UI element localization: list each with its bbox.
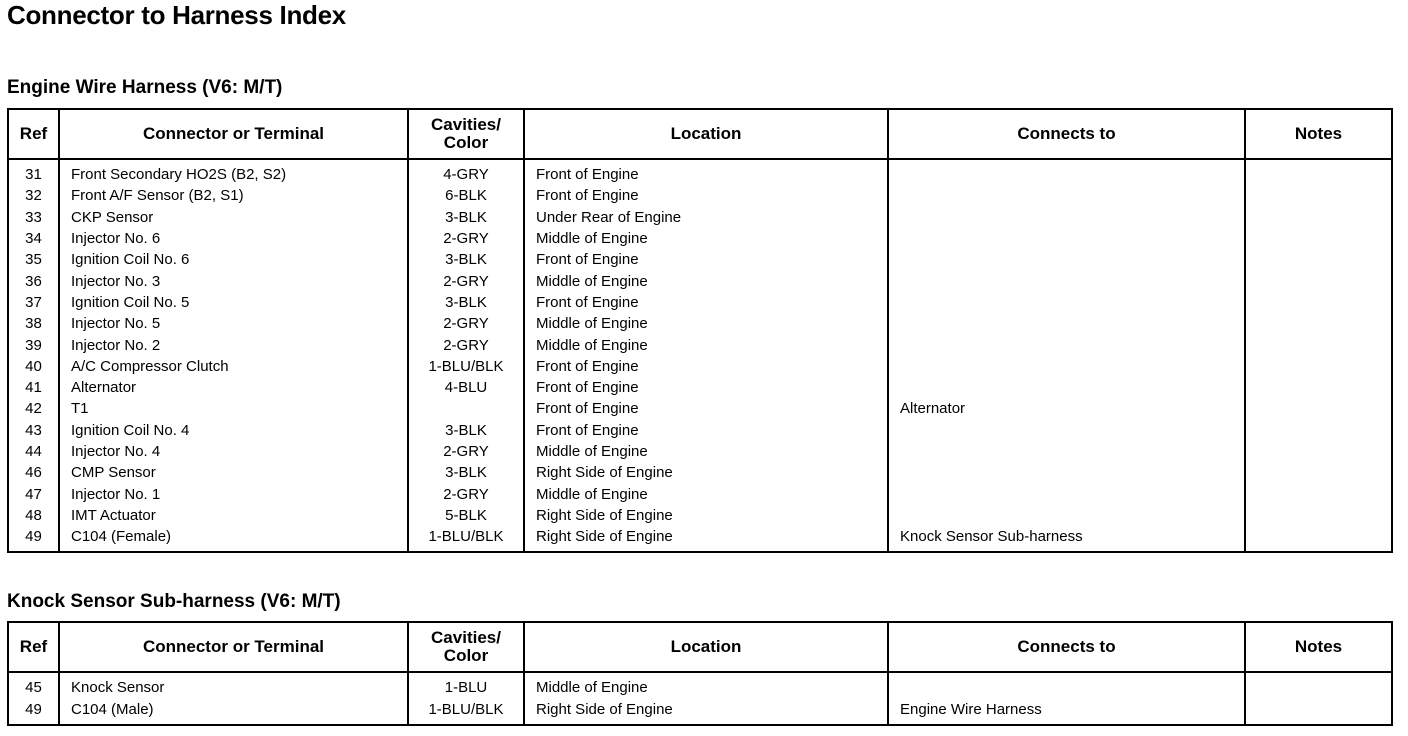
col-header-cavities: Cavities/ Color	[408, 622, 524, 672]
cell-connector: Ignition Coil No. 6	[59, 249, 408, 270]
cell-ref: 34	[8, 228, 59, 249]
cell-location: Middle of Engine	[524, 483, 888, 504]
cell-connector: Injector No. 5	[59, 313, 408, 334]
cell-location: Front of Engine	[524, 377, 888, 398]
cell-cavities-color: 2-GRY	[408, 270, 524, 291]
cell-ref: 46	[8, 462, 59, 483]
cell-connects-to: Engine Wire Harness	[888, 699, 1245, 726]
cell-notes	[1245, 398, 1392, 419]
cell-connects-to: Knock Sensor Sub-harness	[888, 526, 1245, 552]
section-title-engine-wire-harness: Engine Wire Harness (V6: M/T)	[7, 77, 283, 98]
table-row	[8, 377, 1392, 398]
cell-location: Middle of Engine	[524, 672, 888, 699]
cell-notes	[1245, 483, 1392, 504]
cell-notes	[1245, 672, 1392, 699]
cell-notes	[1245, 377, 1392, 398]
cell-connects-to	[888, 292, 1245, 313]
cell-notes	[1245, 185, 1392, 206]
cell-connector: Injector No. 6	[59, 228, 408, 249]
cell-location: Middle of Engine	[524, 441, 888, 462]
col-header-ref: Ref	[8, 109, 59, 159]
cell-location: Front of Engine	[524, 292, 888, 313]
cell-location: Front of Engine	[524, 356, 888, 377]
cell-notes	[1245, 441, 1392, 462]
col-header-connector: Connector or Terminal	[59, 622, 408, 672]
cell-connects-to	[888, 356, 1245, 377]
cell-connector: Injector No. 2	[59, 334, 408, 355]
cell-location: Right Side of Engine	[524, 462, 888, 483]
cell-connects-to	[888, 672, 1245, 699]
cell-connector: Injector No. 3	[59, 270, 408, 291]
table-row	[8, 483, 1392, 504]
cell-location: Front of Engine	[524, 398, 888, 419]
engine-wire-harness-table	[7, 108, 1393, 553]
table-row	[8, 441, 1392, 462]
cell-notes	[1245, 699, 1392, 726]
page-title: Connector to Harness Index	[7, 0, 346, 30]
cell-connects-to	[888, 185, 1245, 206]
cell-ref: 35	[8, 249, 59, 270]
cell-connects-to	[888, 334, 1245, 355]
table-header-row	[8, 109, 1392, 159]
table-row	[8, 699, 1392, 726]
cell-connects-to	[888, 159, 1245, 185]
cell-connector: Ignition Coil No. 5	[59, 292, 408, 313]
cell-connector: Injector No. 1	[59, 483, 408, 504]
cell-connector: Injector No. 4	[59, 441, 408, 462]
table-row	[8, 185, 1392, 206]
cell-connector: Knock Sensor	[59, 672, 408, 699]
cell-ref: 40	[8, 356, 59, 377]
col-header-connects-to: Connects to	[888, 622, 1245, 672]
col-header-notes: Notes	[1245, 622, 1392, 672]
cell-connects-to: Alternator	[888, 398, 1245, 419]
cell-location: Middle of Engine	[524, 270, 888, 291]
cell-connector: C104 (Male)	[59, 699, 408, 726]
knock-sensor-sub-harness-table	[7, 621, 1393, 726]
cell-notes	[1245, 313, 1392, 334]
cell-cavities-color: 2-GRY	[408, 313, 524, 334]
cell-cavities-color: 2-GRY	[408, 441, 524, 462]
cell-connector: CKP Sensor	[59, 207, 408, 228]
cell-cavities-color: 1-BLU/BLK	[408, 526, 524, 552]
cell-connects-to	[888, 207, 1245, 228]
cell-location: Front of Engine	[524, 249, 888, 270]
section-title-knock-sensor-sub-harness: Knock Sensor Sub-harness (V6: M/T)	[7, 591, 341, 612]
table-row	[8, 420, 1392, 441]
cell-location: Right Side of Engine	[524, 505, 888, 526]
cell-cavities-color: 3-BLK	[408, 292, 524, 313]
table-row	[8, 270, 1392, 291]
cell-cavities-color: 3-BLK	[408, 462, 524, 483]
cell-connects-to	[888, 228, 1245, 249]
cell-cavities-color: 2-GRY	[408, 228, 524, 249]
cell-location: Right Side of Engine	[524, 699, 888, 726]
cell-cavities-color: 1-BLU/BLK	[408, 356, 524, 377]
cell-connector: T1	[59, 398, 408, 419]
cell-cavities-color: 2-GRY	[408, 334, 524, 355]
table-row	[8, 159, 1392, 185]
cell-connects-to	[888, 483, 1245, 504]
cell-ref: 38	[8, 313, 59, 334]
cell-connector: Ignition Coil No. 4	[59, 420, 408, 441]
cell-connector: Front A/F Sensor (B2, S1)	[59, 185, 408, 206]
cell-ref: 49	[8, 526, 59, 552]
table-row	[8, 313, 1392, 334]
col-header-connector: Connector or Terminal	[59, 109, 408, 159]
cell-connector: Alternator	[59, 377, 408, 398]
cell-notes	[1245, 159, 1392, 185]
cell-notes	[1245, 334, 1392, 355]
cell-ref: 44	[8, 441, 59, 462]
col-header-location: Location	[524, 109, 888, 159]
cell-ref: 39	[8, 334, 59, 355]
cell-ref: 47	[8, 483, 59, 504]
table-row	[8, 462, 1392, 483]
cell-ref: 49	[8, 699, 59, 726]
cell-notes	[1245, 356, 1392, 377]
cell-connector: Front Secondary HO2S (B2, S2)	[59, 159, 408, 185]
cell-notes	[1245, 270, 1392, 291]
cell-ref: 37	[8, 292, 59, 313]
cell-cavities-color: 1-BLU	[408, 672, 524, 699]
cell-notes	[1245, 505, 1392, 526]
cell-ref: 32	[8, 185, 59, 206]
cell-connector: CMP Sensor	[59, 462, 408, 483]
cell-cavities-color: 4-BLU	[408, 377, 524, 398]
cell-connects-to	[888, 462, 1245, 483]
cell-ref: 45	[8, 672, 59, 699]
cell-connects-to	[888, 441, 1245, 462]
cell-ref: 42	[8, 398, 59, 419]
table-row	[8, 334, 1392, 355]
cell-notes	[1245, 462, 1392, 483]
table-row	[8, 526, 1392, 552]
cell-cavities-color: 3-BLK	[408, 249, 524, 270]
cell-connects-to	[888, 505, 1245, 526]
cell-notes	[1245, 207, 1392, 228]
cell-location: Front of Engine	[524, 420, 888, 441]
cell-cavities-color	[408, 398, 524, 419]
cell-ref: 41	[8, 377, 59, 398]
cell-ref: 33	[8, 207, 59, 228]
cell-location: Middle of Engine	[524, 228, 888, 249]
table-row	[8, 207, 1392, 228]
cell-cavities-color: 1-BLU/BLK	[408, 699, 524, 726]
cell-notes	[1245, 526, 1392, 552]
table-row	[8, 228, 1392, 249]
cell-ref: 36	[8, 270, 59, 291]
cell-notes	[1245, 228, 1392, 249]
cell-cavities-color: 2-GRY	[408, 483, 524, 504]
cell-connector: C104 (Female)	[59, 526, 408, 552]
cell-cavities-color: 3-BLK	[408, 207, 524, 228]
cell-connects-to	[888, 249, 1245, 270]
col-header-notes: Notes	[1245, 109, 1392, 159]
cell-notes	[1245, 292, 1392, 313]
cell-location: Middle of Engine	[524, 313, 888, 334]
cell-location: Middle of Engine	[524, 334, 888, 355]
cell-connector: A/C Compressor Clutch	[59, 356, 408, 377]
col-header-location: Location	[524, 622, 888, 672]
cell-location: Front of Engine	[524, 159, 888, 185]
table-row	[8, 398, 1392, 419]
cell-ref: 48	[8, 505, 59, 526]
cell-connects-to	[888, 313, 1245, 334]
table-row	[8, 672, 1392, 699]
table-row	[8, 505, 1392, 526]
cell-connects-to	[888, 420, 1245, 441]
cell-location: Front of Engine	[524, 185, 888, 206]
cell-connector: IMT Actuator	[59, 505, 408, 526]
table-header-row	[8, 622, 1392, 672]
col-header-cavities: Cavities/ Color	[408, 109, 524, 159]
table-row	[8, 292, 1392, 313]
cell-cavities-color: 3-BLK	[408, 420, 524, 441]
table-row	[8, 356, 1392, 377]
table-row	[8, 249, 1392, 270]
cell-ref: 31	[8, 159, 59, 185]
cell-location: Right Side of Engine	[524, 526, 888, 552]
cell-cavities-color: 6-BLK	[408, 185, 524, 206]
cell-cavities-color: 4-GRY	[408, 159, 524, 185]
col-header-connects-to: Connects to	[888, 109, 1245, 159]
cell-notes	[1245, 249, 1392, 270]
cell-notes	[1245, 420, 1392, 441]
cell-ref: 43	[8, 420, 59, 441]
cell-location: Under Rear of Engine	[524, 207, 888, 228]
col-header-ref: Ref	[8, 622, 59, 672]
cell-connects-to	[888, 270, 1245, 291]
cell-cavities-color: 5-BLK	[408, 505, 524, 526]
cell-connects-to	[888, 377, 1245, 398]
